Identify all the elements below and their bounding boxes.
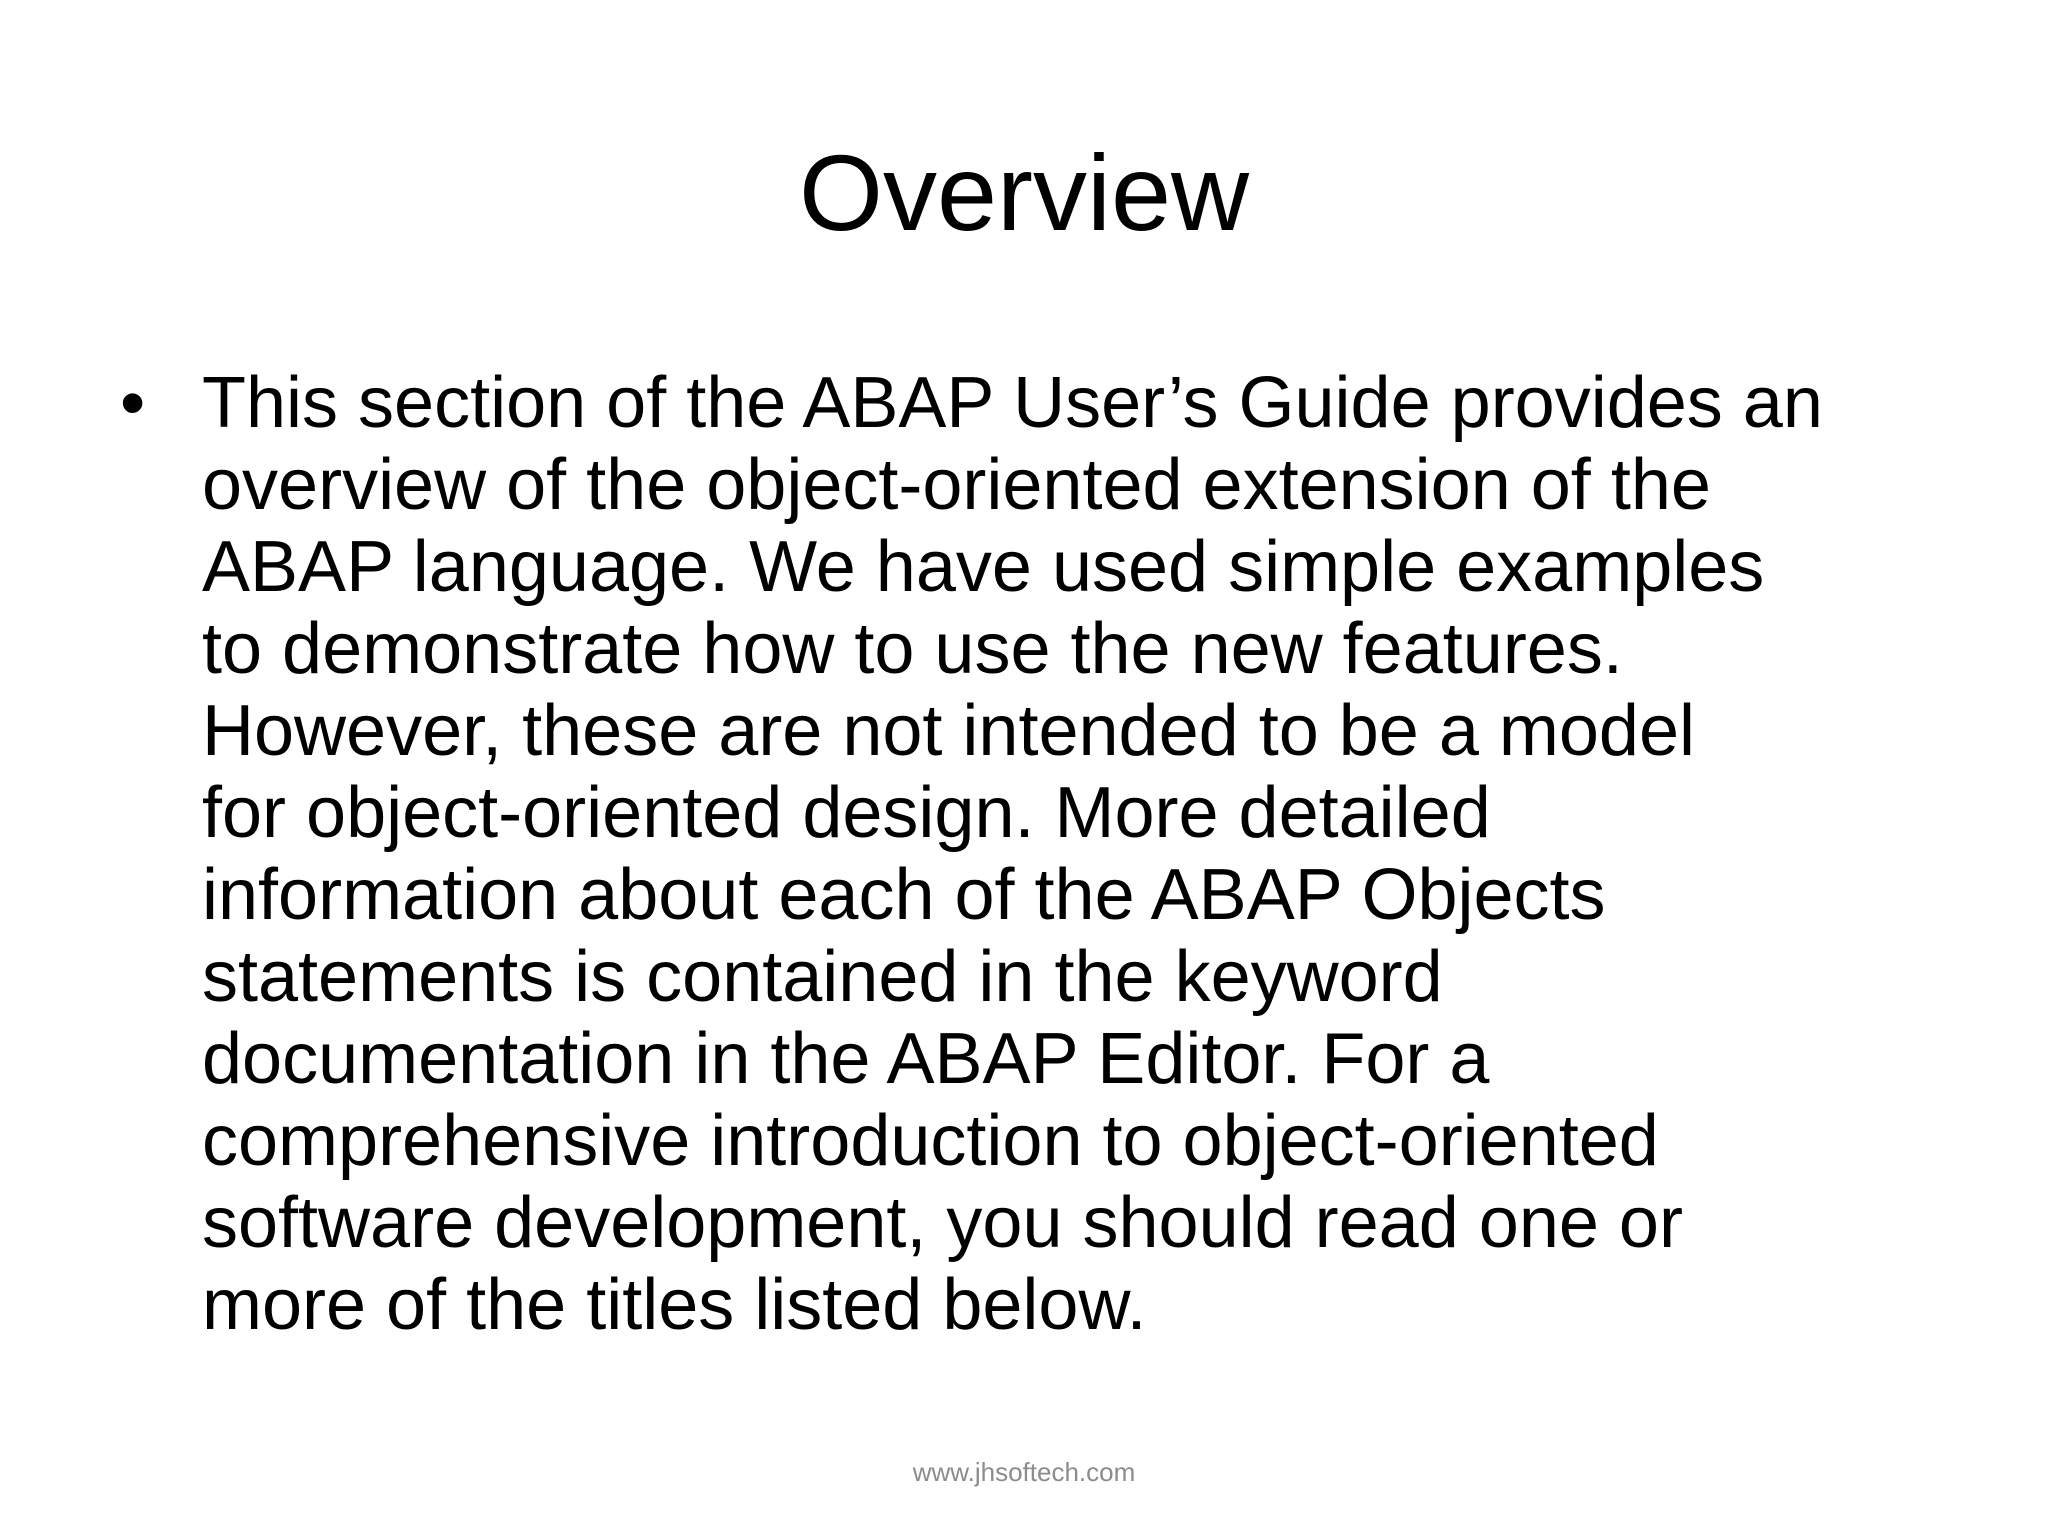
bullet-line: comprehensive introduction to object-oriented xyxy=(202,1101,1659,1181)
bullet-item xyxy=(120,362,1960,1346)
bullet-line: documentation in the ABAP Editor. For a xyxy=(202,1019,1490,1099)
bullet-line: statements is contained in the keyword xyxy=(202,937,1443,1017)
bullet-line: This section of the ABAP User’s Guide provides an xyxy=(202,363,1823,443)
bullet-line: more of the titles listed below. xyxy=(202,1265,1147,1345)
footer-url: www.jhsoftech.com xyxy=(912,1457,1136,1487)
bullet-line: software development, you should read one or xyxy=(202,1183,1683,1263)
bullet-line: overview of the object-oriented extension of the xyxy=(202,445,1711,525)
bullet-line: ABAP language. We have used simple examples xyxy=(202,527,1765,607)
bullet-icon: • xyxy=(120,363,146,443)
bullet-line: for object-oriented design. More detailed xyxy=(202,773,1491,853)
bullet-line: information about each of the ABAP Objects xyxy=(202,855,1606,935)
slide-body xyxy=(120,362,1960,1346)
slide-title: Overview xyxy=(798,132,1250,253)
bullet-paragraph xyxy=(202,362,1942,1346)
bullet-line: However, these are not intended to be a model xyxy=(202,691,1695,771)
bullet-line: to demonstrate how to use the new features. xyxy=(202,609,1623,689)
